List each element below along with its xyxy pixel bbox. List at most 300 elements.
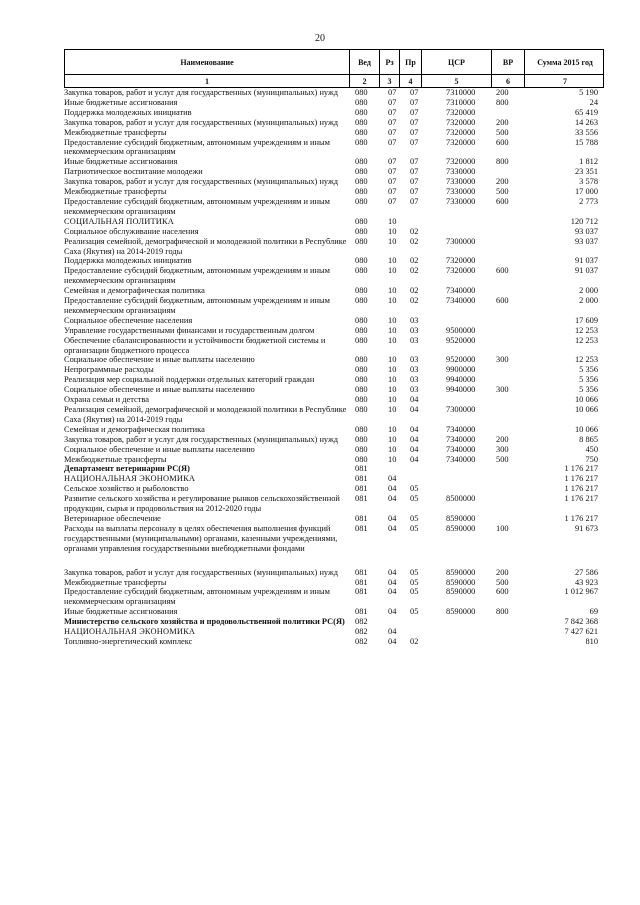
table-header bbox=[64, 49, 604, 74]
cell-pr: 05 bbox=[410, 484, 419, 494]
cell-ved: 080 bbox=[355, 355, 368, 365]
cell-ved: 081 bbox=[355, 577, 368, 587]
cell-name: Межбюджетные трансферты bbox=[64, 127, 167, 137]
table-row bbox=[64, 494, 604, 514]
cell-ved: 080 bbox=[355, 137, 368, 147]
cell-ved: 080 bbox=[355, 226, 368, 236]
cell-sum: 14 263 bbox=[574, 117, 598, 127]
cell-rz: 07 bbox=[388, 187, 397, 197]
cell-rz: 07 bbox=[388, 107, 397, 117]
cell-pr: 04 bbox=[410, 395, 419, 405]
table-row bbox=[64, 375, 604, 385]
cell-sum: 450 bbox=[585, 444, 598, 454]
table-header-numbers bbox=[64, 74, 604, 88]
cell-vr: 600 bbox=[496, 296, 509, 306]
cell-rz: 07 bbox=[388, 127, 397, 137]
cell-rz: 10 bbox=[388, 256, 397, 266]
header-ved: Вед bbox=[350, 50, 380, 74]
cell-sum: 12 253 bbox=[574, 335, 598, 345]
cell-name: Предоставление субсидий бюджетным, автономным учреждениям и иным некоммерческим организациям bbox=[64, 266, 330, 286]
cell-sum: 750 bbox=[585, 454, 598, 464]
cell-ved: 080 bbox=[355, 296, 368, 306]
cell-vr: 800 bbox=[496, 97, 509, 107]
cell-vr: 300 bbox=[496, 385, 509, 395]
cell-name: Сельское хозяйство и рыболовство bbox=[64, 484, 189, 494]
header-number-1: 1 bbox=[65, 75, 350, 87]
cell-ved: 080 bbox=[355, 335, 368, 345]
cell-pr: 03 bbox=[410, 365, 419, 375]
cell-pr: 07 bbox=[410, 97, 419, 107]
cell-sum: 91 673 bbox=[574, 523, 598, 533]
cell-ved: 080 bbox=[355, 216, 368, 226]
header-rz: Рз bbox=[380, 50, 400, 74]
cell-pr: 05 bbox=[410, 567, 419, 577]
cell-csr: 7320000 bbox=[446, 256, 476, 266]
cell-pr: 05 bbox=[410, 587, 419, 597]
cell-name: Межбюджетные трансферты bbox=[64, 187, 167, 197]
cell-ved: 080 bbox=[355, 256, 368, 266]
cell-name: Закупка товаров, работ и услуг для государственных (муниципальных) нужд bbox=[64, 567, 339, 577]
cell-sum: 43 923 bbox=[574, 577, 598, 587]
cell-csr: 7320000 bbox=[446, 117, 476, 127]
cell-name: СОЦИАЛЬНАЯ ПОЛИТИКА bbox=[64, 216, 175, 226]
cell-pr: 07 bbox=[410, 177, 419, 187]
cell-pr: 03 bbox=[410, 325, 419, 335]
cell-csr: 7340000 bbox=[446, 454, 476, 464]
cell-ved: 081 bbox=[355, 484, 368, 494]
cell-csr: 9900000 bbox=[446, 365, 476, 375]
cell-csr: 7300000 bbox=[446, 405, 476, 414]
table-row bbox=[64, 326, 604, 336]
cell-pr: 05 bbox=[410, 513, 419, 523]
cell-ved: 080 bbox=[355, 375, 368, 385]
cell-csr: 7330000 bbox=[446, 196, 476, 206]
cell-ved: 080 bbox=[355, 196, 368, 206]
cell-vr: 600 bbox=[496, 266, 509, 276]
cell-sum: 17 609 bbox=[574, 315, 598, 325]
header-number-5: 5 bbox=[422, 75, 492, 87]
cell-csr: 9940000 bbox=[446, 375, 476, 385]
cell-sum: 10 066 bbox=[574, 395, 598, 405]
cell-vr: 500 bbox=[496, 454, 509, 464]
cell-sum: 15 788 bbox=[574, 137, 598, 147]
cell-csr: 7320000 bbox=[446, 137, 476, 147]
cell-name: Предоставление субсидий бюджетным, автономным учреждениям и иным некоммерческим организациям bbox=[64, 587, 330, 607]
cell-sum: 2 773 bbox=[579, 196, 598, 206]
cell-rz: 07 bbox=[388, 167, 397, 177]
cell-name: Развитие сельского хозяйства и регулирование рынков сельскохозяйственной продукции, сырья и продовольствия на 2012-2020 годы bbox=[64, 494, 340, 514]
header-number-6: 6 bbox=[492, 75, 525, 87]
cell-ved: 080 bbox=[355, 434, 368, 444]
cell-pr: 07 bbox=[410, 187, 419, 197]
table-row bbox=[64, 355, 604, 365]
cell-rz: 10 bbox=[388, 365, 397, 375]
cell-rz: 10 bbox=[388, 286, 397, 296]
cell-name: Обеспечение сбалансированности и устойчивости бюджетной системы и организации бюджетного процесса bbox=[64, 335, 326, 355]
cell-name: Министерство сельского хозяйства и продовольственной политики РС(Я) bbox=[64, 617, 345, 627]
header-sum: Сумма 2015 год bbox=[537, 57, 593, 67]
table-row bbox=[64, 637, 604, 647]
cell-ved: 080 bbox=[355, 107, 368, 117]
cell-pr: 05 bbox=[410, 607, 419, 617]
cell-pr: 02 bbox=[410, 256, 419, 266]
cell-sum: 5 356 bbox=[579, 375, 598, 385]
cell-ved: 080 bbox=[355, 325, 368, 335]
header-number-2: 2 bbox=[350, 75, 380, 87]
cell-ved: 080 bbox=[355, 157, 368, 167]
cell-name: Социальное обеспечение и иные выплаты населению bbox=[64, 444, 255, 454]
cell-ved: 080 bbox=[355, 444, 368, 454]
cell-ved: 080 bbox=[355, 187, 368, 197]
cell-vr: 500 bbox=[496, 127, 509, 137]
cell-csr: 8590000 bbox=[446, 523, 476, 533]
cell-name: Социальное обслуживание населения bbox=[64, 226, 199, 236]
cell-pr: 07 bbox=[410, 88, 419, 97]
cell-name: Охрана семьи и детства bbox=[64, 395, 149, 405]
cell-csr: 9940000 bbox=[446, 385, 476, 395]
cell-ved: 082 bbox=[355, 636, 368, 646]
cell-ved: 082 bbox=[355, 627, 368, 637]
cell-pr: 04 bbox=[410, 444, 419, 454]
cell-pr: 04 bbox=[410, 424, 419, 434]
cell-pr: 05 bbox=[410, 494, 419, 504]
cell-ved: 081 bbox=[355, 513, 368, 523]
table-row bbox=[64, 88, 604, 98]
table-row bbox=[64, 108, 604, 118]
cell-sum: 1 176 217 bbox=[564, 494, 598, 504]
cell-csr: 8500000 bbox=[446, 494, 476, 504]
cell-vr: 600 bbox=[496, 196, 509, 206]
cell-sum: 1 012 967 bbox=[564, 587, 598, 597]
cell-rz: 10 bbox=[388, 325, 397, 335]
header-number-4: 4 bbox=[400, 75, 422, 87]
cell-name: Иные бюджетные ассигнования bbox=[64, 607, 178, 617]
cell-csr: 7320000 bbox=[446, 127, 476, 137]
cell-pr: 03 bbox=[410, 335, 419, 345]
cell-csr: 7310000 bbox=[446, 97, 476, 107]
cell-pr: 03 bbox=[410, 315, 419, 325]
cell-sum: 2 000 bbox=[579, 286, 598, 296]
cell-pr: 07 bbox=[410, 137, 419, 147]
table-row bbox=[64, 587, 604, 607]
cell-pr: 04 bbox=[410, 434, 419, 444]
cell-name: Реализация мер социальной поддержки отдельных категорий граждан bbox=[64, 375, 315, 385]
cell-name: Департамент ветеринарии РС(Я) bbox=[64, 464, 190, 474]
cell-ved: 080 bbox=[355, 286, 368, 296]
cell-rz: 04 bbox=[388, 494, 397, 504]
cell-name: Иные бюджетные ассигнования bbox=[64, 97, 178, 107]
cell-rz: 04 bbox=[388, 587, 397, 597]
cell-name: Закупка товаров, работ и услуг для государственных (муниципальных) нужд bbox=[64, 434, 339, 444]
cell-rz: 07 bbox=[388, 88, 397, 97]
cell-rz: 07 bbox=[388, 177, 397, 187]
cell-pr: 03 bbox=[410, 385, 419, 395]
cell-sum: 7 842 368 bbox=[564, 617, 598, 627]
cell-vr: 800 bbox=[496, 157, 509, 167]
cell-csr: 7330000 bbox=[446, 167, 476, 177]
table-row bbox=[64, 385, 604, 395]
cell-ved: 080 bbox=[355, 424, 368, 434]
cell-name: Социальное обеспечение и иные выплаты населению bbox=[64, 355, 255, 365]
cell-sum: 93 037 bbox=[574, 226, 598, 236]
cell-name: Социальное обеспечение населения bbox=[64, 315, 193, 325]
cell-sum: 33 556 bbox=[574, 127, 598, 137]
cell-rz: 10 bbox=[388, 434, 397, 444]
cell-ved: 080 bbox=[355, 167, 368, 177]
cell-csr: 7310000 bbox=[446, 88, 476, 97]
cell-sum: 1 176 217 bbox=[564, 513, 598, 523]
table-row bbox=[64, 138, 604, 158]
cell-sum: 24 bbox=[589, 97, 598, 107]
table-row bbox=[64, 425, 604, 435]
cell-sum: 810 bbox=[585, 636, 598, 646]
cell-pr: 07 bbox=[410, 167, 419, 177]
cell-vr: 100 bbox=[496, 523, 509, 533]
cell-pr: 02 bbox=[410, 236, 419, 246]
cell-pr: 04 bbox=[410, 454, 419, 464]
table-row bbox=[64, 98, 604, 108]
page-number: 20 bbox=[315, 33, 325, 44]
cell-pr: 07 bbox=[410, 107, 419, 117]
cell-rz: 07 bbox=[388, 157, 397, 167]
cell-sum: 1 176 217 bbox=[564, 484, 598, 494]
cell-name: Поддержка молодежных инициатив bbox=[64, 256, 192, 266]
cell-sum: 27 586 bbox=[574, 567, 598, 577]
table-row bbox=[64, 217, 604, 227]
cell-rz: 10 bbox=[388, 335, 397, 345]
cell-vr: 200 bbox=[496, 88, 509, 97]
table-row bbox=[64, 405, 604, 425]
cell-vr: 800 bbox=[496, 607, 509, 617]
cell-rz: 10 bbox=[388, 315, 397, 325]
cell-csr: 7340000 bbox=[446, 434, 476, 444]
cell-csr: 7320000 bbox=[446, 266, 476, 276]
cell-csr: 7300000 bbox=[446, 236, 476, 246]
cell-rz: 10 bbox=[388, 355, 397, 365]
cell-name: Закупка товаров, работ и услуг для государственных (муниципальных) нужд bbox=[64, 88, 339, 97]
table-row bbox=[64, 237, 604, 257]
table-row bbox=[64, 627, 604, 637]
cell-name: Реализация семейной, демографической и молодежной политики в Республике Саха (Якутия) на 2014-2019 годы bbox=[64, 405, 347, 424]
cell-name: Семейная и демографическая политика bbox=[64, 424, 205, 434]
cell-sum: 93 037 bbox=[574, 236, 598, 246]
cell-ved: 082 bbox=[355, 617, 368, 627]
cell-vr: 600 bbox=[496, 137, 509, 147]
cell-sum: 69 bbox=[589, 607, 598, 617]
cell-rz: 10 bbox=[388, 454, 397, 464]
table-row bbox=[64, 167, 604, 177]
header-csr: ЦСР bbox=[422, 50, 492, 74]
cell-ved: 080 bbox=[355, 88, 368, 97]
cell-rz: 04 bbox=[388, 627, 397, 637]
cell-csr: 7330000 bbox=[446, 187, 476, 197]
cell-rz: 10 bbox=[388, 405, 397, 414]
cell-sum: 23 351 bbox=[574, 167, 598, 177]
table-row bbox=[64, 514, 604, 524]
cell-rz: 07 bbox=[388, 196, 397, 206]
cell-csr: 8590000 bbox=[446, 587, 476, 597]
cell-rz: 10 bbox=[388, 226, 397, 236]
cell-name: Закупка товаров, работ и услуг для государственных (муниципальных) нужд bbox=[64, 117, 339, 127]
table-row bbox=[64, 464, 604, 474]
cell-ved: 081 bbox=[355, 474, 368, 484]
cell-rz: 10 bbox=[388, 424, 397, 434]
cell-pr: 05 bbox=[410, 577, 419, 587]
cell-pr: 07 bbox=[410, 117, 419, 127]
cell-pr: 03 bbox=[410, 375, 419, 385]
cell-sum: 12 253 bbox=[574, 325, 598, 335]
cell-csr: 9520000 bbox=[446, 335, 476, 345]
cell-ved: 080 bbox=[355, 365, 368, 375]
table-row bbox=[64, 286, 604, 296]
cell-name: Управление государственными финансами и государственным долгом bbox=[64, 325, 315, 335]
cell-sum: 3 578 bbox=[579, 177, 598, 187]
cell-ved: 080 bbox=[355, 117, 368, 127]
cell-sum: 10 066 bbox=[574, 424, 598, 434]
cell-name: Непрограммные расходы bbox=[64, 365, 154, 375]
cell-csr: 7340000 bbox=[446, 296, 476, 306]
cell-sum: 91 037 bbox=[574, 266, 598, 276]
cell-sum: 5 356 bbox=[579, 385, 598, 395]
cell-csr: 8590000 bbox=[446, 607, 476, 617]
cell-csr: 8590000 bbox=[446, 513, 476, 523]
cell-rz: 10 bbox=[388, 375, 397, 385]
cell-rz: 10 bbox=[388, 216, 397, 226]
cell-pr: 02 bbox=[410, 296, 419, 306]
cell-sum: 65 419 bbox=[574, 107, 598, 117]
cell-pr: 02 bbox=[410, 226, 419, 236]
cell-rz: 10 bbox=[388, 444, 397, 454]
cell-vr: 300 bbox=[496, 444, 509, 454]
cell-vr: 200 bbox=[496, 177, 509, 187]
cell-ved: 080 bbox=[355, 97, 368, 107]
cell-name: Предоставление субсидий бюджетным, автономным учреждениям и иным некоммерческим организациям bbox=[64, 137, 330, 157]
cell-name: Семейная и демографическая политика bbox=[64, 286, 205, 296]
cell-sum: 1 812 bbox=[579, 157, 598, 167]
cell-ved: 080 bbox=[355, 385, 368, 395]
table-row bbox=[64, 227, 604, 237]
cell-rz: 10 bbox=[388, 385, 397, 395]
cell-name: Ветеринарное обеспечение bbox=[64, 513, 161, 523]
cell-vr: 200 bbox=[496, 567, 509, 577]
cell-name: Межбюджетные трансферты bbox=[64, 454, 167, 464]
cell-sum: 91 037 bbox=[574, 256, 598, 266]
cell-name: Патриотическое воспитание молодежи bbox=[64, 167, 203, 177]
table-row bbox=[64, 187, 604, 197]
cell-ved: 081 bbox=[355, 587, 368, 597]
table-row bbox=[64, 177, 604, 187]
cell-csr: 7340000 bbox=[446, 424, 476, 434]
cell-sum: 7 427 621 bbox=[564, 627, 598, 637]
header-name: Наименование bbox=[65, 50, 350, 74]
cell-vr: 200 bbox=[496, 117, 509, 127]
cell-csr: 8590000 bbox=[446, 567, 476, 577]
cell-rz: 07 bbox=[388, 117, 397, 127]
table-row bbox=[64, 336, 604, 356]
table-row bbox=[64, 455, 604, 465]
header-pr: Пр bbox=[400, 50, 422, 74]
cell-csr: 7330000 bbox=[446, 177, 476, 187]
cell-ved: 081 bbox=[355, 494, 368, 504]
cell-vr: 300 bbox=[496, 355, 509, 365]
cell-csr: 7320000 bbox=[446, 157, 476, 167]
cell-rz: 04 bbox=[388, 484, 397, 494]
table-row bbox=[64, 578, 604, 588]
cell-rz: 04 bbox=[388, 567, 397, 577]
table-row bbox=[64, 474, 604, 484]
table-row bbox=[64, 256, 604, 266]
cell-name: Предоставление субсидий бюджетным, автономным учреждениям и иным некоммерческим организациям bbox=[64, 296, 330, 315]
cell-rz: 04 bbox=[388, 577, 397, 587]
cell-name: НАЦИОНАЛЬНАЯ ЭКОНОМИКА bbox=[64, 474, 196, 484]
cell-csr: 8590000 bbox=[446, 577, 476, 587]
cell-pr: 07 bbox=[410, 127, 419, 137]
table-row bbox=[64, 607, 604, 617]
cell-csr: 7320000 bbox=[446, 107, 476, 117]
cell-rz: 07 bbox=[388, 137, 397, 147]
cell-sum: 1 176 217 bbox=[564, 464, 598, 474]
cell-ved: 080 bbox=[355, 236, 368, 246]
cell-csr: 7340000 bbox=[446, 444, 476, 454]
cell-name: НАЦИОНАЛЬНАЯ ЭКОНОМИКА bbox=[64, 627, 196, 637]
table-row bbox=[64, 445, 604, 455]
budget-table bbox=[64, 49, 604, 647]
cell-ved: 080 bbox=[355, 454, 368, 464]
cell-ved: 080 bbox=[355, 177, 368, 187]
header-vr: ВР bbox=[492, 50, 525, 74]
cell-pr: 07 bbox=[410, 157, 419, 167]
table-row bbox=[64, 296, 604, 316]
table-row bbox=[64, 157, 604, 167]
cell-sum: 5 190 bbox=[579, 88, 598, 97]
table-row bbox=[64, 365, 604, 375]
cell-name: Реализация семейной, демографической и молодежной политики в Республике Саха (Якутия) на 2014-2019 годы bbox=[64, 236, 347, 256]
cell-sum: 12 253 bbox=[574, 355, 598, 365]
cell-ved: 080 bbox=[355, 127, 368, 137]
cell-name: Поддержка молодежных инициатив bbox=[64, 107, 192, 117]
cell-name: Топливно-энергетический комплекс bbox=[64, 636, 193, 646]
cell-pr: 03 bbox=[410, 355, 419, 365]
table-row bbox=[64, 524, 604, 554]
table-body bbox=[64, 88, 604, 647]
cell-rz: 10 bbox=[388, 236, 397, 246]
cell-ved: 080 bbox=[355, 315, 368, 325]
cell-sum: 2 000 bbox=[579, 296, 598, 306]
table-row bbox=[64, 395, 604, 405]
cell-name: Расходы на выплаты персоналу в целях обеспечения выполнения функций государственными (муниципальными) органами, казенными учреждениями, органами управления государственными внебюджетными фондами bbox=[64, 523, 338, 553]
cell-pr: 02 bbox=[410, 286, 419, 296]
cell-pr: 02 bbox=[410, 636, 419, 646]
cell-csr: 9500000 bbox=[446, 325, 476, 335]
cell-vr: 500 bbox=[496, 187, 509, 197]
cell-csr: 7340000 bbox=[446, 286, 476, 296]
cell-rz: 04 bbox=[388, 636, 397, 646]
cell-name: Межбюджетные трансферты bbox=[64, 577, 167, 587]
cell-ved: 081 bbox=[355, 464, 368, 474]
cell-pr: 04 bbox=[410, 405, 419, 414]
cell-pr: 02 bbox=[410, 266, 419, 276]
cell-sum: 120 712 bbox=[570, 216, 598, 226]
cell-rz: 07 bbox=[388, 97, 397, 107]
table-row bbox=[64, 617, 604, 627]
header-number-7: 7 bbox=[563, 76, 567, 86]
cell-sum: 17 000 bbox=[574, 187, 598, 197]
table-row bbox=[64, 266, 604, 286]
cell-rz: 10 bbox=[388, 266, 397, 276]
cell-sum: 10 066 bbox=[574, 405, 598, 414]
cell-rz: 04 bbox=[388, 513, 397, 523]
cell-csr: 9520000 bbox=[446, 355, 476, 365]
